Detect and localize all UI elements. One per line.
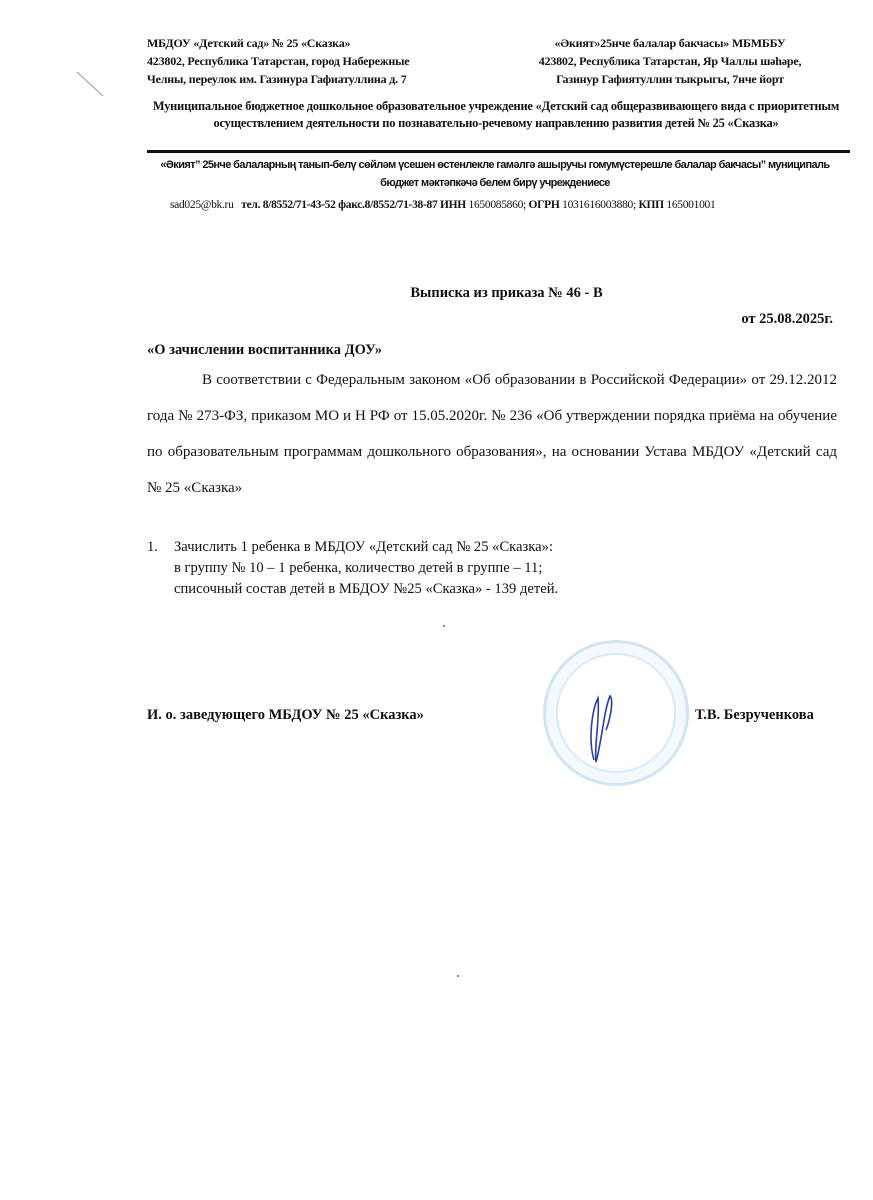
list-item-number: 1. [147, 539, 158, 555]
signatory-position: И. о. заведующего МБДОУ № 25 «Сказка» [147, 707, 424, 723]
inn: 1650085860; [468, 199, 526, 211]
list-item-line: Зачислить 1 ребенка в МБДОУ «Детский сад № 25 «Сказка»: [174, 539, 553, 555]
scan-speck [443, 625, 445, 627]
organization-name: Муниципальное бюджетное дошкольное образовательное учреждение «Детский сад общеразвивающего вида с приоритетным осуществлением деятельности по познавательно-речевому направлению развития детей № 25 «Сказка» [152, 99, 840, 130]
kpp: 165001001 [666, 199, 716, 211]
document-title: Выписка из приказа № 46 - В [410, 285, 603, 301]
signatory-name: Т.В. Безрученкова [695, 707, 814, 723]
ogrn: 1031616003880; [562, 199, 636, 211]
handwritten-signature [580, 690, 620, 765]
header-divider [147, 150, 850, 153]
header-right-block [505, 34, 835, 88]
list-item-line: списочный состав детей в МБДОУ №25 «Сказка» - 139 детей. [174, 581, 559, 597]
scan-artifact [75, 70, 105, 100]
order-list [147, 537, 837, 600]
document-date: от 25.08.2025г. [741, 311, 833, 327]
kpp-label: КПП [638, 199, 664, 211]
ogrn-label: ОГРН [528, 199, 560, 211]
header-right-line: «Әкият»25нче балалар бакчасы» МБМББУ [554, 36, 786, 50]
header-left-block [147, 34, 437, 88]
header-right-line: 423802, Республика Татарстан, Яр Чаллы шәһәре, [538, 54, 802, 68]
header-left-line: МБДОУ «Детский сад» № 25 «Сказка» [147, 36, 351, 50]
document-subject: «О зачислении воспитанника ДОУ» [147, 342, 383, 358]
preamble-paragraph: В соответствии с Федеральным законом «Об образовании в Российской Федерации» от 29.12.2012 года № 273-ФЗ, приказом МО и Н РФ от 15.05.2020г. № 236 «Об утверждении порядка приёма на обучение по образовательным программам дошкольного образования», на основании Устава МБДОУ «Детский сад № 25 «Сказка» [147, 372, 837, 496]
organization-name-tatar: «Әкият” 25нче балаларның танып-белү сөйләм үсешен өстенлекле гамәлгә ашыручы гомумүстерешле балалар бакчасы” муниципаль бюджет мәктәпкәчә белем бирү учреждениесе [160, 159, 830, 189]
contacts-line [170, 199, 850, 211]
header-left-line: 423802, Республика Татарстан, город Набережные [147, 54, 410, 68]
email: sad025@bk.ru [170, 199, 234, 211]
header-right-line: Газинур Гафиятуллин тыкрыгы, 7нче йорт [556, 72, 784, 86]
inn-label: ИНН [440, 199, 466, 211]
scan-speck [457, 975, 459, 977]
list-item-line: в группу № 10 – 1 ребенка, количество детей в группе – 11; [174, 560, 543, 576]
header-left-line: Челны, переулок им. Газинура Гафиатуллина д. 7 [147, 72, 407, 86]
phones: тел. 8/8552/71-43-52 факс.8/8552/71-38-87 [241, 199, 438, 211]
